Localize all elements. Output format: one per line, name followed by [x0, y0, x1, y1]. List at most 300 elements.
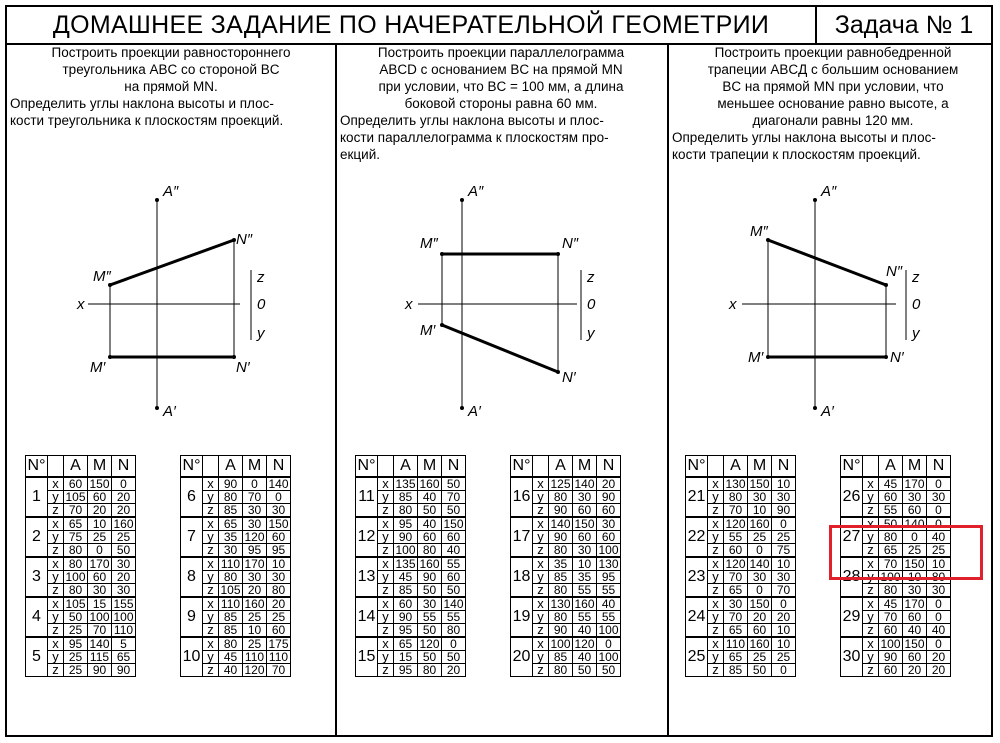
coordinate-cell: 80 [879, 584, 903, 598]
axis-label: x [708, 517, 724, 531]
coordinate-cell: 60 [879, 664, 903, 677]
axis-label: y [378, 611, 394, 624]
coordinate-cell: 100 [65, 570, 86, 584]
coordinate-cell: 55 [442, 557, 466, 571]
coordinate-cell: 45 [394, 571, 418, 584]
coordinate-cell: 20 [927, 664, 951, 677]
coordinate-cell: 40 [418, 517, 442, 531]
label-a2: A″ [468, 183, 484, 200]
problem-line: диагонали равны 120 мм. [752, 113, 914, 128]
coordinate-cell: 80 [442, 624, 466, 638]
variant-number: 21 [686, 477, 708, 517]
coordinate-cell: 50 [748, 664, 772, 677]
coordinate-cell: 85 [724, 664, 748, 677]
coordinate-cell: 25 [88, 531, 112, 544]
coordinate-cell: 25 [772, 531, 796, 544]
coordinate-cell: 130 [550, 597, 571, 611]
coordinate-cell: 160 [574, 597, 595, 611]
variant-table [510, 455, 621, 677]
coordinate-cell: 150 [749, 477, 770, 491]
axis-label: x [378, 477, 394, 491]
coordinate-cell: 55 [597, 584, 621, 598]
problem-line: Построить проекции параллелограмма [377, 45, 625, 60]
point-a-header: A [549, 456, 573, 478]
coordinate-cell: 25 [927, 544, 951, 558]
coordinate-cell: 60 [879, 491, 903, 504]
coordinate-cell: 135 [395, 557, 416, 571]
variant-number: 14 [356, 597, 378, 637]
coordinate-cell: 80 [64, 544, 88, 558]
coordinate-cell: 60 [64, 477, 88, 491]
coordinate-cell: 45 [219, 651, 243, 664]
coordinate-cell: 0 [597, 637, 621, 651]
coordinate-cell: 130 [725, 477, 746, 491]
coordinate-cell: 40 [219, 664, 243, 677]
coordinate-cell: 60 [88, 571, 112, 584]
label-n2: N″ [886, 263, 903, 280]
point-m-header: M [243, 456, 267, 478]
coordinate-cell: 130 [598, 557, 619, 571]
label-m1: M′ [748, 349, 764, 366]
axis-label: x [863, 597, 879, 611]
coordinate-cell: 40 [927, 531, 951, 544]
label-origin: 0 [587, 296, 596, 313]
coordinate-cell: 10 [903, 571, 927, 584]
axis-label: z [708, 504, 724, 518]
coordinate-cell: 30 [724, 597, 748, 611]
axis-label: x [708, 597, 724, 611]
axis-label: x [708, 637, 724, 651]
axis-label: z [708, 584, 724, 598]
coordinate-cell: 175 [268, 637, 289, 651]
table-row [26, 597, 136, 611]
axis-label: y [708, 651, 724, 664]
coordinate-cell: 30 [903, 584, 927, 598]
axis-label: x [48, 637, 64, 651]
point-n-header: N [597, 456, 621, 478]
axis-label: y [708, 571, 724, 584]
coordinate-cell: 25 [748, 531, 772, 544]
variant-number: 26 [841, 477, 863, 517]
coordinate-cell: 60 [418, 531, 442, 544]
coordinate-cell: 90 [394, 531, 418, 544]
label-n2: N″ [562, 235, 579, 252]
variant-number: 20 [511, 637, 533, 677]
axis-label: x [533, 557, 549, 571]
label-m1: M′ [90, 359, 106, 376]
axis-label: x [708, 477, 724, 491]
coordinate-cell: 60 [394, 597, 418, 611]
coordinate-cell: 150 [904, 637, 925, 651]
coordinate-cell: 40 [927, 624, 951, 638]
coordinate-cell: 30 [573, 491, 597, 504]
coordinate-cell: 65 [724, 651, 748, 664]
coordinate-cell: 105 [65, 597, 86, 611]
variant-number: 12 [356, 517, 378, 557]
axis-label: z [708, 624, 724, 638]
coordinate-cell: 160 [419, 557, 440, 571]
axis-label: z [533, 584, 549, 598]
axis-label: z [533, 624, 549, 638]
axis-label: y [533, 651, 549, 664]
coordinate-cell: 160 [244, 597, 265, 611]
coordinate-cell: 100 [880, 570, 901, 584]
axis-label: z [203, 584, 219, 598]
coordinate-cell: 60 [903, 611, 927, 624]
point-n-header: N [267, 456, 291, 478]
label-origin: 0 [257, 296, 266, 313]
coordinate-cell: 15 [88, 597, 112, 611]
coordinate-cell: 25 [64, 651, 88, 664]
coordinate-cell: 5 [112, 637, 136, 651]
coordinate-cell: 50 [442, 651, 466, 664]
problem-question: Определить углы наклона высоты и плос- [672, 130, 936, 145]
coordinate-cell: 65 [394, 637, 418, 651]
point-m-header: M [903, 456, 927, 478]
coordinate-cell: 150 [443, 517, 464, 531]
coordinate-cell: 85 [219, 624, 243, 638]
point-n-header: N [112, 456, 136, 478]
coordinate-cell: 100 [880, 637, 901, 651]
axis-label: y [533, 531, 549, 544]
coordinate-cell: 60 [879, 624, 903, 638]
coordinate-cell: 10 [772, 637, 796, 651]
variant-number-header: N° [26, 456, 48, 478]
label-z: z [257, 269, 265, 286]
highlighted-variant-box [829, 525, 983, 580]
axis-label: y [708, 491, 724, 504]
coordinate-cell: 120 [725, 557, 746, 571]
table-row [511, 517, 621, 531]
axis-label: x [863, 517, 879, 531]
coordinate-cell: 35 [549, 557, 573, 571]
coordinate-cell: 20 [88, 504, 112, 518]
variant-number: 27 [841, 517, 863, 557]
variant-table [685, 455, 796, 677]
point-a-header: A [724, 456, 748, 478]
coordinate-cell: 50 [879, 517, 903, 531]
coordinate-cell: 65 [219, 517, 243, 531]
variant-number: 8 [181, 557, 203, 597]
coordinate-cell: 100 [598, 543, 619, 557]
coordinate-cell: 60 [903, 651, 927, 664]
coordinate-cell: 0 [748, 544, 772, 558]
coordinate-cell: 30 [748, 491, 772, 504]
coordinate-cell: 120 [244, 663, 265, 677]
coordinate-cell: 50 [418, 584, 442, 598]
axis-label: x [533, 597, 549, 611]
variant-number: 7 [181, 517, 203, 557]
coordinate-cell: 55 [879, 504, 903, 518]
coordinate-cell: 25 [64, 664, 88, 677]
coordinate-cell: 0 [927, 611, 951, 624]
axis-label: z [48, 544, 64, 558]
variant-number: 2 [26, 517, 48, 557]
axis-label: z [378, 664, 394, 677]
coordinate-cell: 25 [243, 611, 267, 624]
variant-number: 4 [26, 597, 48, 637]
coordinate-cell: 40 [418, 491, 442, 504]
axis-header [708, 456, 724, 478]
coordinate-cell: 80 [549, 611, 573, 624]
axis-label: z [48, 584, 64, 598]
point-a-header: A [879, 456, 903, 478]
axis-label: y [863, 491, 879, 504]
axis-label: z [203, 664, 219, 677]
variant-number: 6 [181, 477, 203, 517]
coordinate-cell: 60 [724, 544, 748, 558]
problem-question: кости трапеции к плоскостям проекций. [672, 147, 921, 162]
table-row [686, 597, 796, 611]
coordinate-cell: 0 [927, 504, 951, 518]
coordinate-cell: 30 [903, 491, 927, 504]
coordinate-cell: 70 [88, 624, 112, 638]
coordinate-cell: 155 [113, 597, 134, 611]
axis-label: x [203, 597, 219, 611]
variant-number: 15 [356, 637, 378, 677]
coordinate-cell: 0 [772, 664, 796, 677]
coordinate-cell: 70 [724, 611, 748, 624]
axis-label: z [378, 544, 394, 558]
coordinate-cell: 50 [442, 504, 466, 518]
variant-number-header: N° [686, 456, 708, 478]
coordinate-cell: 65 [724, 584, 748, 598]
coordinate-cell: 45 [879, 597, 903, 611]
axis-label: y [378, 571, 394, 584]
label-y: y [257, 325, 265, 342]
coordinate-cell: 10 [748, 504, 772, 518]
axis-label: z [203, 544, 219, 558]
coordinate-cell: 10 [243, 624, 267, 638]
label-origin: 0 [912, 296, 921, 313]
axis-label: z [863, 624, 879, 638]
coordinate-cell: 50 [418, 504, 442, 518]
coordinate-cell: 90 [112, 664, 136, 677]
variant-number: 13 [356, 557, 378, 597]
table-row [181, 637, 291, 651]
axis-label: z [708, 664, 724, 677]
point-n-header: N [772, 456, 796, 478]
coordinate-cell: 50 [418, 624, 442, 638]
table-row [181, 517, 291, 531]
label-z: z [587, 269, 595, 286]
coordinate-cell: 20 [442, 664, 466, 677]
page-title: ДОМАШНЕЕ ЗАДАНИЕ ПО НАЧЕРАТЕЛЬНОЙ ГЕОМЕТРИИ [7, 7, 817, 43]
coordinate-cell: 0 [903, 531, 927, 544]
coordinate-cell: 70 [879, 557, 903, 571]
coordinate-cell: 110 [219, 557, 243, 571]
axis-label: z [378, 504, 394, 518]
coordinate-cell: 55 [597, 611, 621, 624]
label-x: x [77, 296, 85, 313]
coordinate-cell: 140 [268, 477, 289, 491]
variant-number: 1 [26, 477, 48, 517]
point-a-header: A [394, 456, 418, 478]
coordinate-cell: 10 [267, 557, 291, 571]
coordinate-cell: 110 [219, 597, 243, 611]
table-row [181, 477, 291, 491]
coordinate-cell: 90 [88, 664, 112, 677]
coordinate-cell: 25 [64, 624, 88, 638]
coordinate-cell: 60 [748, 624, 772, 638]
coordinate-cell: 40 [442, 544, 466, 558]
label-m2: M″ [750, 223, 768, 240]
coordinate-cell: 85 [394, 584, 418, 598]
axis-label: x [863, 477, 879, 491]
coordinate-cell: 30 [112, 584, 136, 598]
variant-table [25, 455, 136, 677]
point-m-header: M [418, 456, 442, 478]
coordinate-cell: 60 [267, 624, 291, 638]
coordinate-cell: 0 [442, 637, 466, 651]
coordinate-cell: 80 [219, 571, 243, 584]
coordinate-cell: 80 [549, 544, 573, 558]
table-row [511, 637, 621, 651]
axis-label: z [48, 664, 64, 677]
coordinate-cell: 10 [772, 624, 796, 638]
axis-label: x [378, 597, 394, 611]
coordinate-cell: 150 [268, 517, 289, 531]
coordinate-cell: 80 [267, 584, 291, 598]
problem-question: Определить углы наклона высоты и плос- [340, 113, 604, 128]
coordinate-cell: 55 [418, 611, 442, 624]
coordinate-cell: 20 [112, 504, 136, 518]
coordinate-cell: 90 [549, 624, 573, 638]
axis-label: z [378, 584, 394, 598]
axis-label: y [203, 651, 219, 664]
axis-label: z [533, 544, 549, 558]
coordinate-cell: 40 [903, 624, 927, 638]
coordinate-cell: 100 [598, 650, 619, 664]
variant-number: 9 [181, 597, 203, 637]
coordinate-cell: 80 [219, 637, 243, 651]
coordinate-cell: 50 [418, 651, 442, 664]
table-row [511, 477, 621, 491]
variant-table [180, 455, 291, 677]
coordinate-cell: 170 [904, 477, 925, 491]
axis-label: x [378, 517, 394, 531]
axis-label: z [203, 624, 219, 638]
coordinate-cell: 0 [927, 597, 951, 611]
coordinate-cell: 65 [879, 544, 903, 558]
axis-label: x [378, 637, 394, 651]
axis-label: z [203, 504, 219, 518]
coordinate-cell: 60 [267, 531, 291, 544]
variant-number-header: N° [356, 456, 378, 478]
coordinate-cell: 95 [597, 571, 621, 584]
label-y: y [587, 325, 595, 342]
coordinate-cell: 100 [113, 610, 134, 624]
coordinate-cell: 10 [88, 517, 112, 531]
coordinate-cell: 95 [267, 544, 291, 558]
label-n1: N′ [890, 349, 904, 366]
coordinate-cell: 160 [419, 477, 440, 491]
coordinate-cell: 0 [267, 491, 291, 504]
coordinate-cell: 150 [904, 557, 925, 571]
coordinate-cell: 20 [112, 491, 136, 504]
coordinate-cell: 70 [243, 491, 267, 504]
coordinate-cell: 80 [927, 571, 951, 584]
coordinate-cell: 80 [418, 664, 442, 677]
coordinate-cell: 95 [64, 637, 88, 651]
axis-label: y [48, 651, 64, 664]
coordinate-cell: 10 [927, 557, 951, 571]
axis-label: x [203, 557, 219, 571]
axis-header [863, 456, 879, 478]
point-m-header: M [88, 456, 112, 478]
point-n-header: N [442, 456, 466, 478]
axis-label: y [48, 611, 64, 624]
problem-question: екций. [340, 147, 380, 162]
coordinate-cell: 35 [573, 571, 597, 584]
label-n2: N″ [236, 231, 253, 248]
coordinate-cell: 50 [112, 544, 136, 558]
table-row [686, 477, 796, 491]
axis-label: y [48, 531, 64, 544]
label-x: x [405, 296, 413, 313]
coordinate-cell: 90 [772, 504, 796, 518]
axis-label: x [48, 597, 64, 611]
coordinate-cell: 95 [394, 517, 418, 531]
axis-label: x [533, 637, 549, 651]
problem-question: кости треугольника к плоскостям проекций. [10, 113, 284, 128]
coordinate-cell: 150 [749, 597, 770, 611]
problem-line: Построить проекции равностороннего [51, 45, 291, 60]
variant-number: 30 [841, 637, 863, 677]
coordinate-cell: 80 [724, 491, 748, 504]
coordinate-cell: 125 [550, 477, 571, 491]
coordinate-cell: 25 [748, 651, 772, 664]
coordinate-cell: 80 [394, 504, 418, 518]
axis-label: y [203, 491, 219, 504]
table-row [356, 597, 466, 611]
table-row [841, 477, 951, 491]
coordinate-cell: 60 [573, 504, 597, 518]
axis-label: y [203, 571, 219, 584]
coordinate-cell: 50 [573, 664, 597, 677]
coordinate-cell: 95 [243, 544, 267, 558]
axis-label: y [863, 531, 879, 544]
table-row [841, 637, 951, 651]
coordinate-cell: 140 [550, 517, 571, 531]
axis-label: y [203, 531, 219, 544]
coordinate-cell: 30 [243, 504, 267, 518]
coordinate-cell: 160 [749, 517, 770, 531]
coordinate-cell: 15 [394, 651, 418, 664]
coordinate-cell: 0 [112, 477, 136, 491]
label-m1: M′ [420, 322, 436, 339]
label-m2: M″ [93, 268, 111, 285]
label-m2: M″ [420, 235, 438, 252]
coordinate-cell: 80 [219, 491, 243, 504]
coordinate-cell: 45 [879, 477, 903, 491]
coordinate-cell: 85 [549, 571, 573, 584]
coordinate-cell: 75 [772, 544, 796, 558]
coordinate-cell: 80 [418, 544, 442, 558]
coordinate-cell: 70 [724, 571, 748, 584]
table-row [356, 557, 466, 571]
coordinate-cell: 85 [219, 504, 243, 518]
axis-label: x [203, 637, 219, 651]
coordinate-cell: 160 [113, 517, 134, 531]
coordinate-cell: 135 [395, 477, 416, 491]
coordinate-cell: 25 [243, 637, 267, 651]
axis-label: y [533, 491, 549, 504]
variant-number: 3 [26, 557, 48, 597]
coordinate-cell: 70 [64, 504, 88, 518]
axis-header [533, 456, 549, 478]
coordinate-cell: 60 [442, 571, 466, 584]
